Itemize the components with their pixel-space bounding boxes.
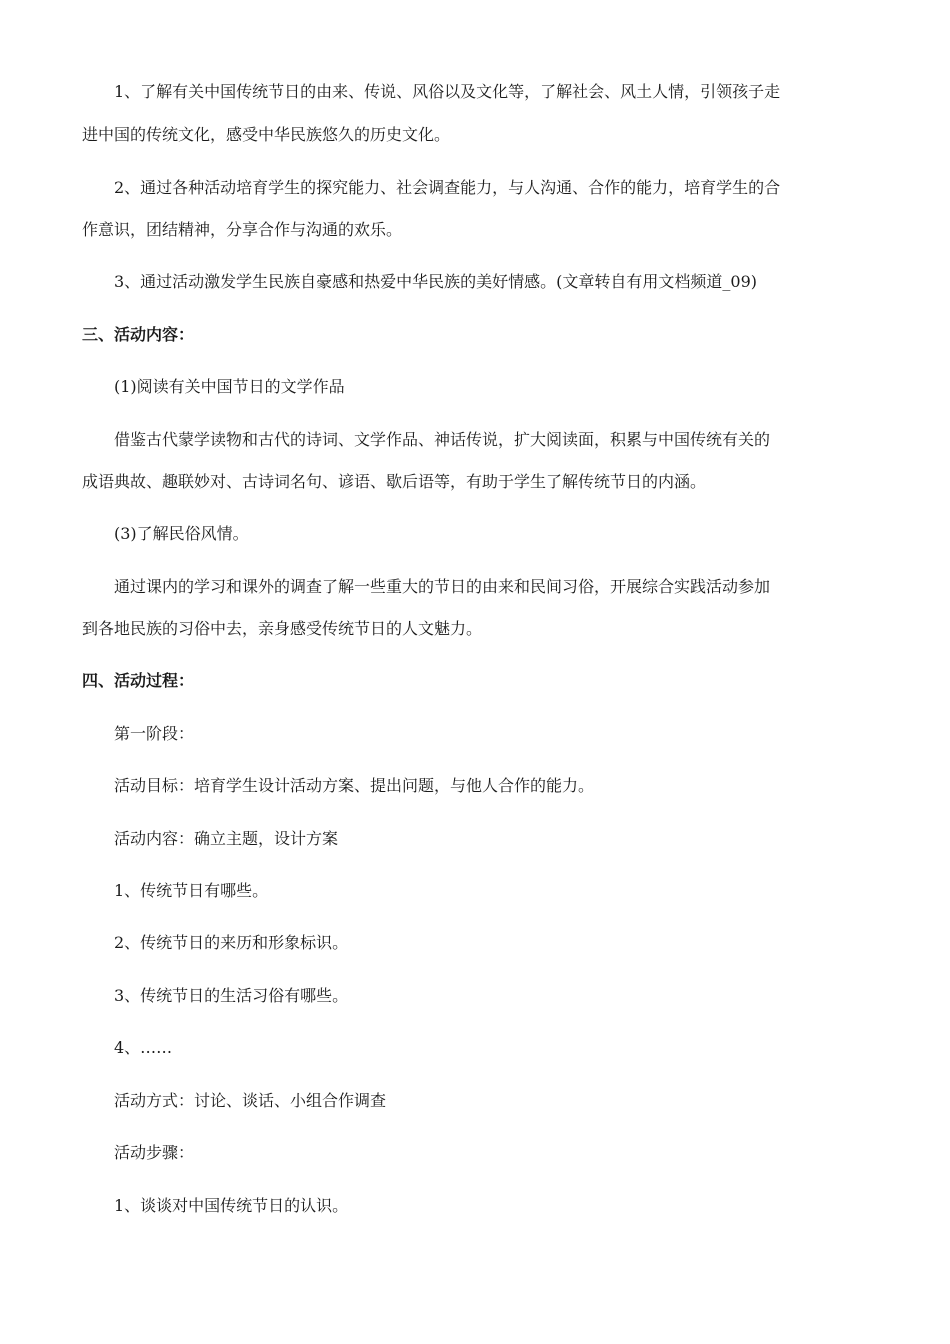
list-item: 2、传统节日的来历和形象标识。 [114, 933, 349, 952]
objective-1-line-2: 进中国的传统文化，感受中华民族悠久的历史文化。 [82, 125, 451, 144]
objective-2-line-2: 作意识，团结精神，分享合作与沟通的欢乐。 [82, 220, 403, 239]
objective-2-line-1: 2、通过各种活动培育学生的探究能力、社会调查能力，与人沟通、合作的能力，培育学生的合 [114, 178, 781, 197]
section-4-heading: 四、活动过程： [82, 671, 195, 690]
list-item: 3、传统节日的生活习俗有哪些。 [114, 986, 349, 1005]
objective-1-line-1: 1、了解有关中国传统节日的由来、传说、风俗以及文化等，了解社会、风土人情，引领孩子走 [114, 82, 781, 101]
activity-goal: 活动目标：培育学生设计活动方案、提出问题，与他人合作的能力。 [114, 776, 595, 795]
activity-content: 活动内容：确立主题，设计方案 [114, 829, 339, 848]
section-3-item-1-line-1: 借鉴古代蒙学读物和古代的诗词、文学作品、神话传说，扩大阅读面，积累与中国传统有关的 [114, 430, 771, 449]
section-3-item-3-line-2: 到各地民族的习俗中去，亲身感受传统节日的人文魅力。 [82, 619, 483, 638]
section-3-item-1-line-2: 成语典故、趣联妙对、古诗词名句、谚语、歇后语等，有助于学生了解传统节日的内涵。 [82, 472, 707, 491]
activity-step-1: 1、谈谈对中国传统节日的认识。 [114, 1196, 349, 1215]
stage-label: 第一阶段： [114, 724, 195, 743]
section-3-heading: 三、活动内容： [82, 325, 195, 344]
list-item: 1、传统节日有哪些。 [114, 881, 269, 900]
objective-3-line-1: 3、通过活动激发学生民族自豪感和热爱中华民族的美好情感。(文章转自有用文档频道_09) [114, 272, 758, 291]
activity-method: 活动方式：讨论、谈话、小组合作调查 [114, 1091, 387, 1110]
activity-steps-label: 活动步骤： [114, 1143, 195, 1162]
section-3-item-1-title: (1)阅读有关中国节日的文学作品 [114, 377, 345, 396]
section-3-item-3-title: (3)了解民俗风情。 [114, 524, 249, 543]
list-item: 4、…… [114, 1038, 173, 1057]
section-3-item-3-line-1: 通过课内的学习和课外的调查了解一些重大的节日的由来和民间习俗，开展综合实践活动参加 [114, 577, 771, 596]
